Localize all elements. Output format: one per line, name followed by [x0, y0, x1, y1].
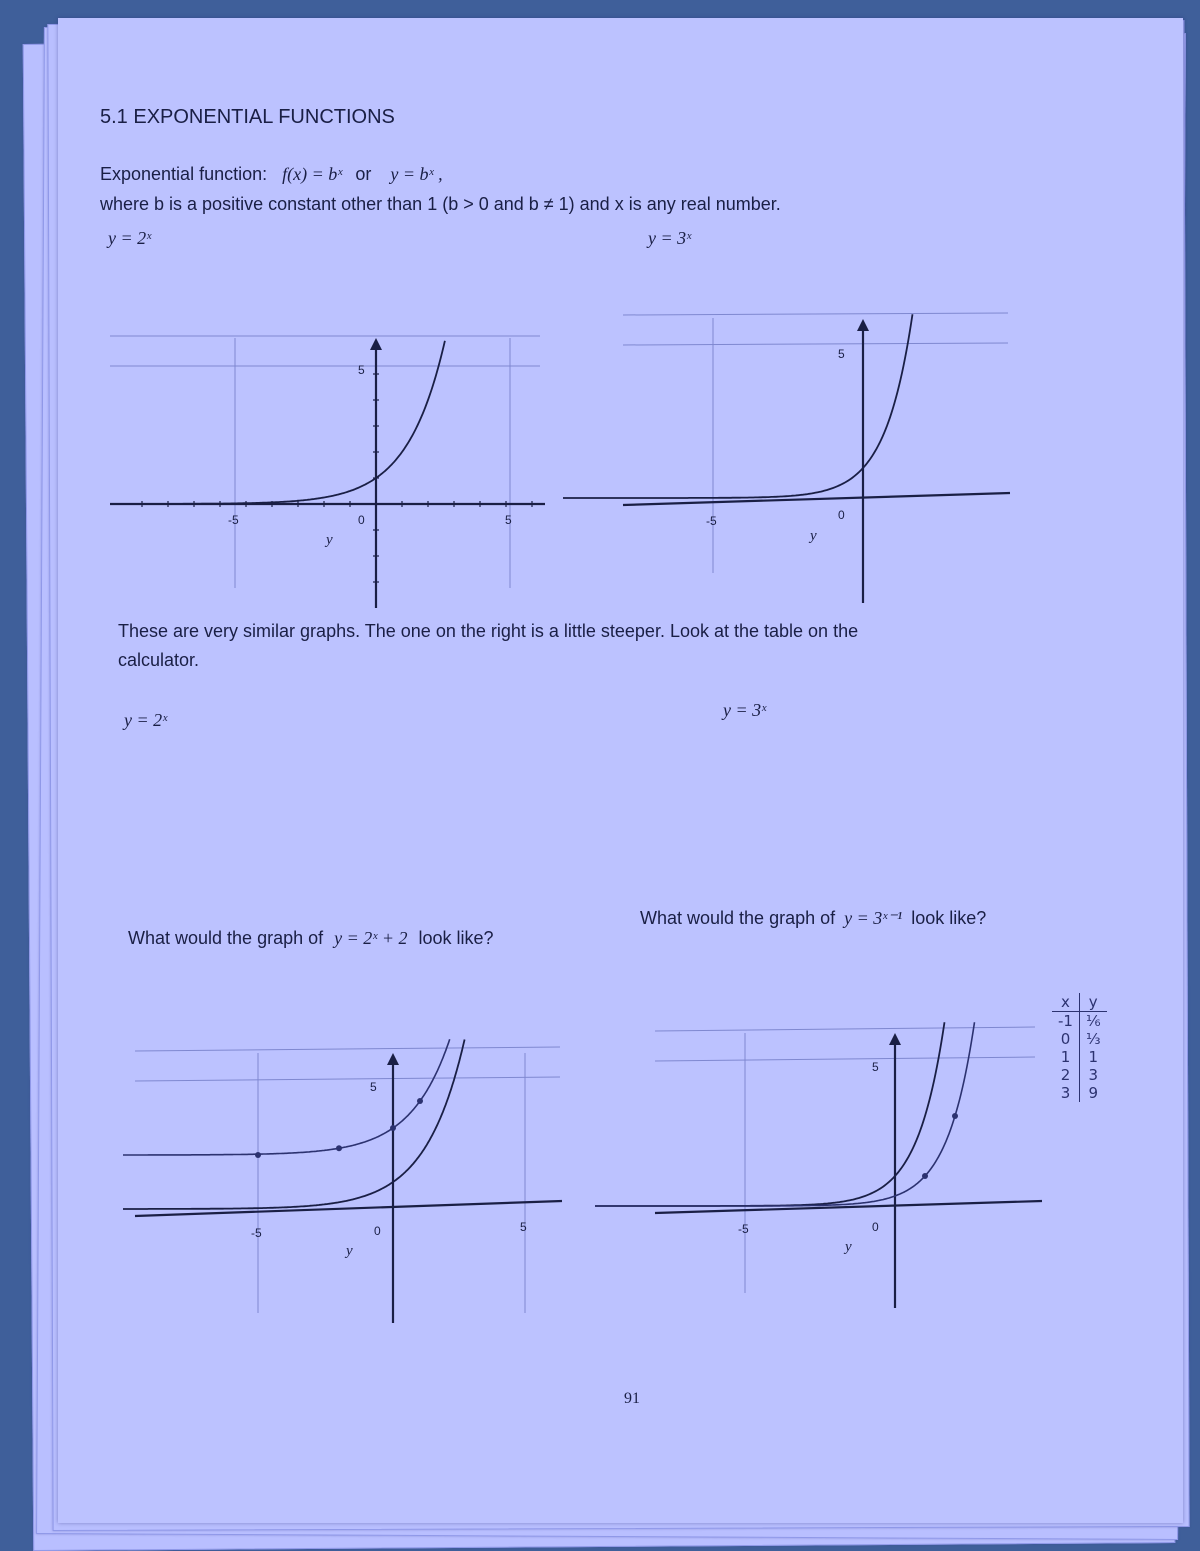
y-axis-arrow — [857, 319, 869, 331]
question-right-pre: What would the graph of — [640, 908, 836, 928]
handwritten-cell: 1 — [1088, 1048, 1099, 1066]
definition-form-2: y = bˣ , — [390, 164, 443, 184]
tick-label-five: 5 — [358, 363, 365, 377]
axis-label-y: y — [845, 1239, 852, 1255]
tick-label-five: 5 — [838, 347, 845, 361]
handwritten-cell: ⅙ — [1085, 1012, 1101, 1030]
question-left — [128, 928, 494, 949]
page-number: 91 — [624, 1390, 640, 1407]
tick-label-five-x: 5 — [520, 1220, 527, 1234]
tick-label-zero: 0 — [358, 513, 365, 527]
worksheet-page — [58, 18, 1183, 1523]
handwritten-header-y: y — [1079, 993, 1106, 1012]
label-top-left: y = 2ˣ — [108, 228, 152, 248]
handwritten-cell: 9 — [1088, 1084, 1099, 1102]
definition-line — [100, 164, 443, 185]
curve-2x — [116, 341, 445, 504]
y-axis-arrow — [889, 1033, 901, 1045]
question-left-equation: y = 2ˣ + 2 — [334, 928, 408, 948]
definition-condition: where b is a positive constant other than 1 (b > 0 and b ≠ 1) and x is any real number. — [100, 194, 781, 214]
axes — [623, 329, 1010, 603]
handwritten-cell: 3 — [1052, 1084, 1079, 1102]
guide-lines — [110, 336, 540, 588]
handwritten-cell: 1 — [1052, 1048, 1079, 1066]
question-right — [640, 908, 986, 929]
graph-3x-minus-1 — [650, 1003, 1070, 1313]
axis-label-y: y — [326, 532, 333, 548]
definition-or: or — [355, 164, 372, 184]
sketch-point — [255, 1152, 261, 1158]
axis-label-y: y — [810, 528, 817, 544]
handwritten-xy-table — [1052, 993, 1107, 1102]
table-label-left: y = 2ˣ — [124, 710, 168, 730]
tick-label-five-x: 5 — [505, 513, 512, 527]
axes — [110, 348, 545, 608]
tick-label-neg-five: -5 — [228, 513, 239, 527]
y-axis-arrow — [387, 1053, 399, 1065]
tick-label-zero: 0 — [872, 1220, 879, 1234]
tick-marks — [142, 374, 532, 582]
tick-label-neg-five: -5 — [738, 1222, 749, 1236]
label-top-right: y = 3ˣ — [648, 228, 692, 248]
tick-label-neg-five: -5 — [706, 514, 717, 528]
tick-label-five: 5 — [370, 1080, 377, 1094]
sketch-points — [255, 1098, 423, 1158]
curve-2x — [123, 1040, 465, 1210]
sketch-point — [390, 1125, 396, 1131]
comparison-text: These are very similar graphs. The one on the right is a little steeper. Look at the table on the — [118, 621, 859, 641]
sketch-curve-2x-plus-2 — [123, 1039, 450, 1155]
tick-label-five: 5 — [872, 1060, 879, 1074]
handwritten-header-x: x — [1052, 993, 1079, 1012]
axis-label-y: y — [346, 1243, 353, 1259]
tick-label-zero: 0 — [374, 1224, 381, 1238]
definition-label: Exponential function: — [100, 164, 268, 184]
definition-form-1: f(x) = bˣ — [282, 164, 343, 184]
handwritten-cell: 2 — [1052, 1066, 1079, 1084]
curve-3x — [563, 314, 913, 498]
graph-2x — [100, 308, 560, 608]
sketch-point — [922, 1173, 928, 1179]
y-axis-arrow — [370, 338, 382, 350]
curve-3x — [595, 1022, 945, 1206]
handwritten-cell: ⅓ — [1085, 1030, 1101, 1048]
question-left-pre: What would the graph of — [128, 928, 324, 948]
comparison-text-2: calculator. — [118, 650, 200, 670]
handwritten-cell: 0 — [1052, 1030, 1079, 1048]
sketch-point — [417, 1098, 423, 1104]
sketch-curve-3x-minus-1 — [595, 1022, 975, 1206]
guide-lines — [135, 1047, 560, 1313]
axes — [655, 1043, 1042, 1308]
sketch-point — [952, 1113, 958, 1119]
sketch-point — [336, 1145, 342, 1151]
axes — [135, 1063, 562, 1323]
page-title: 5.1 EXPONENTIAL FUNCTIONS — [100, 106, 395, 128]
handwritten-cell: -1 — [1052, 1012, 1079, 1031]
graph-2x-plus-2 — [130, 1023, 590, 1323]
tick-label-zero: 0 — [838, 508, 845, 522]
graph-3x — [618, 293, 1038, 593]
question-right-post: look like? — [911, 908, 987, 928]
question-left-post: look like? — [418, 928, 494, 948]
question-right-equation: y = 3ˣ⁻¹ — [844, 908, 903, 928]
tick-label-neg-five: -5 — [251, 1226, 262, 1240]
handwritten-cell: 3 — [1088, 1066, 1099, 1084]
table-label-right: y = 3ˣ — [723, 700, 767, 720]
